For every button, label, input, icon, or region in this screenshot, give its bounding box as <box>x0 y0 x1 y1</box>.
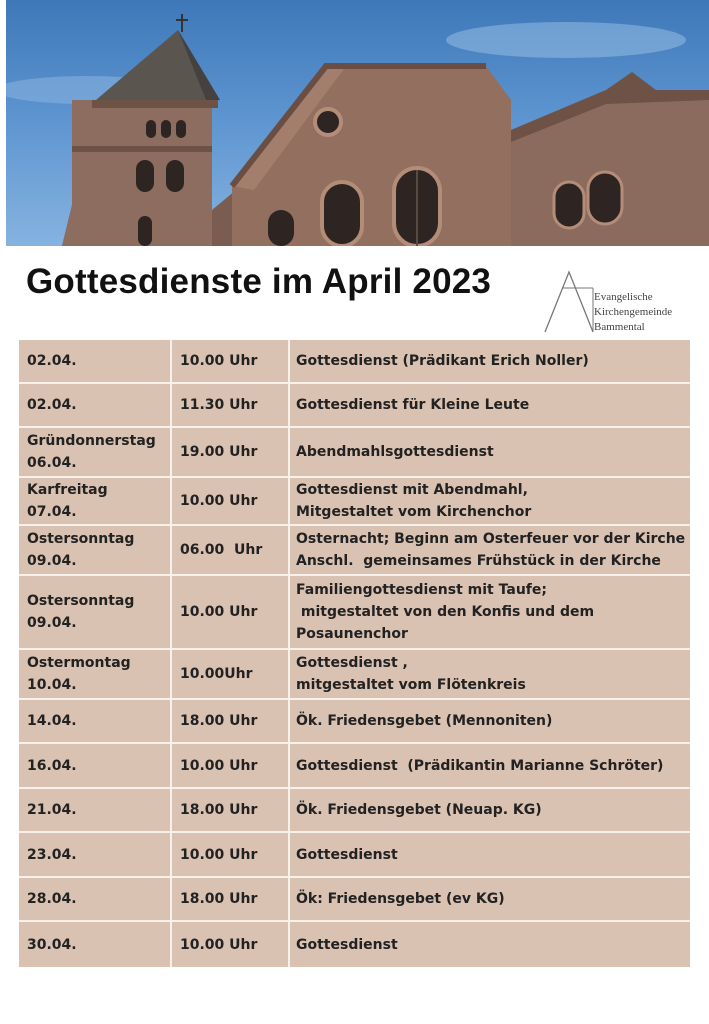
time-cell-line: 10.00 Uhr <box>180 757 258 774</box>
logo-text <box>594 290 672 335</box>
date-cell-line: Karfreitag <box>27 482 108 498</box>
date-cell-line: 07.04. <box>27 504 77 520</box>
time-cell-line: 10.00 Uhr <box>180 936 258 953</box>
description-cell <box>290 650 690 698</box>
description-cell-line: Posaunenchor <box>296 626 408 642</box>
description-cell-line: Ök: Friedensgebet (ev KG) <box>296 891 505 907</box>
table-row <box>19 384 690 428</box>
description-cell <box>290 744 690 787</box>
church-logo <box>543 268 703 338</box>
time-cell-line: 18.00 Uhr <box>180 713 258 729</box>
date-cell-line: 06.04. <box>27 455 77 471</box>
description-cell-line: Gottesdienst mit Abendmahl, <box>296 482 528 498</box>
date-cell <box>19 833 172 876</box>
date-cell <box>19 340 172 382</box>
table-row <box>19 650 690 700</box>
date-cell <box>19 789 172 831</box>
time-cell-line: 18.00 Uhr <box>180 891 258 907</box>
time-cell-line: 18.00 Uhr <box>180 802 258 818</box>
time-cell <box>172 700 290 742</box>
description-cell <box>290 700 690 742</box>
description-cell-line: Familiengottesdienst mit Taufe; <box>296 582 547 598</box>
table-row <box>19 878 690 922</box>
date-cell <box>19 384 172 426</box>
date-cell-line: Ostersonntag <box>27 593 135 609</box>
date-cell <box>19 526 172 574</box>
church-photo <box>6 0 709 246</box>
time-cell <box>172 650 290 698</box>
description-cell <box>290 340 690 382</box>
date-cell <box>19 650 172 698</box>
description-cell-line: Gottesdienst <box>296 846 398 863</box>
time-cell <box>172 833 290 876</box>
date-cell-line: 28.04. <box>27 891 77 907</box>
date-cell-line: 30.04. <box>27 936 77 953</box>
page-title: Gottesdienste im April 2023 <box>26 262 492 301</box>
description-cell <box>290 478 690 524</box>
description-cell <box>290 576 690 648</box>
time-cell <box>172 878 290 920</box>
time-cell <box>172 340 290 382</box>
time-cell <box>172 384 290 426</box>
time-cell-line: 06.00 Uhr <box>180 542 263 558</box>
time-cell <box>172 744 290 787</box>
table-row <box>19 700 690 744</box>
description-cell-line: Gottesdienst für Kleine Leute <box>296 397 530 413</box>
description-cell-line: mitgestaltet von den Konfis und dem <box>296 604 595 620</box>
table-row <box>19 744 690 789</box>
date-cell-line: Gründonnerstag <box>27 433 156 449</box>
date-cell-line: 09.04. <box>27 553 77 569</box>
date-cell-line: 14.04. <box>27 713 77 729</box>
date-cell-line: Ostersonntag <box>27 531 135 547</box>
description-cell-line: Ök. Friedensgebet (Neuap. KG) <box>296 802 542 818</box>
time-cell <box>172 526 290 574</box>
table-row <box>19 576 690 650</box>
date-cell <box>19 428 172 476</box>
description-cell <box>290 428 690 476</box>
description-cell-line: mitgestaltet vom Flötenkreis <box>296 677 526 693</box>
table-row <box>19 833 690 878</box>
time-cell <box>172 576 290 648</box>
table-row <box>19 922 690 967</box>
description-cell <box>290 833 690 876</box>
table-row <box>19 526 690 576</box>
description-cell-line: Gottesdienst , <box>296 655 408 671</box>
description-cell <box>290 878 690 920</box>
table-row <box>19 428 690 478</box>
time-cell-line: 19.00 Uhr <box>180 444 258 460</box>
logo-line: Bammental <box>594 321 645 333</box>
time-cell-line: 10.00 Uhr <box>180 604 258 620</box>
time-cell <box>172 478 290 524</box>
date-cell-line: 09.04. <box>27 615 77 631</box>
description-cell <box>290 922 690 967</box>
description-cell <box>290 526 690 574</box>
description-cell-line: Ök. Friedensgebet (Mennoniten) <box>296 713 553 729</box>
time-cell-line: 10.00Uhr <box>180 666 253 682</box>
date-cell-line: Ostermontag <box>27 655 131 671</box>
description-cell-line: Gottesdienst (Prädikantin Marianne Schröter) <box>296 757 664 774</box>
table-row <box>19 478 690 526</box>
date-cell-line: 16.04. <box>27 757 77 774</box>
time-cell-line: 10.00 Uhr <box>180 493 258 509</box>
church-illustration <box>6 0 709 246</box>
date-cell <box>19 478 172 524</box>
description-cell-line: Abendmahlsgottesdienst <box>296 444 494 460</box>
time-cell <box>172 428 290 476</box>
description-cell <box>290 789 690 831</box>
description-cell <box>290 384 690 426</box>
date-cell <box>19 878 172 920</box>
date-cell-line: 02.04. <box>27 353 77 369</box>
date-cell <box>19 744 172 787</box>
date-cell <box>19 700 172 742</box>
time-cell-line: 10.00 Uhr <box>180 353 258 369</box>
time-cell <box>172 922 290 967</box>
description-cell-line: Gottesdienst <box>296 936 398 953</box>
logo-line: Kirchengemeinde <box>594 306 673 318</box>
date-cell-line: 10.04. <box>27 677 77 693</box>
time-cell-line: 10.00 Uhr <box>180 846 258 863</box>
date-cell <box>19 922 172 967</box>
date-cell-line: 02.04. <box>27 397 77 413</box>
description-cell-line: Mitgestaltet vom Kirchenchor <box>296 504 532 520</box>
table-row <box>19 340 690 384</box>
date-cell-line: 21.04. <box>27 802 77 818</box>
date-cell-line: 23.04. <box>27 846 77 863</box>
time-cell-line: 11.30 Uhr <box>180 397 258 413</box>
date-cell <box>19 576 172 648</box>
service-schedule-table <box>19 340 690 967</box>
description-cell-line: Gottesdienst (Prädikant Erich Noller) <box>296 353 589 369</box>
logo-line: Evangelische <box>594 291 653 303</box>
description-cell-line: Anschl. gemeinsames Frühstück in der Kirche <box>296 553 661 569</box>
table-row <box>19 789 690 833</box>
time-cell <box>172 789 290 831</box>
description-cell-line: Osternacht; Beginn am Osterfeuer vor der Kirche <box>296 531 686 547</box>
